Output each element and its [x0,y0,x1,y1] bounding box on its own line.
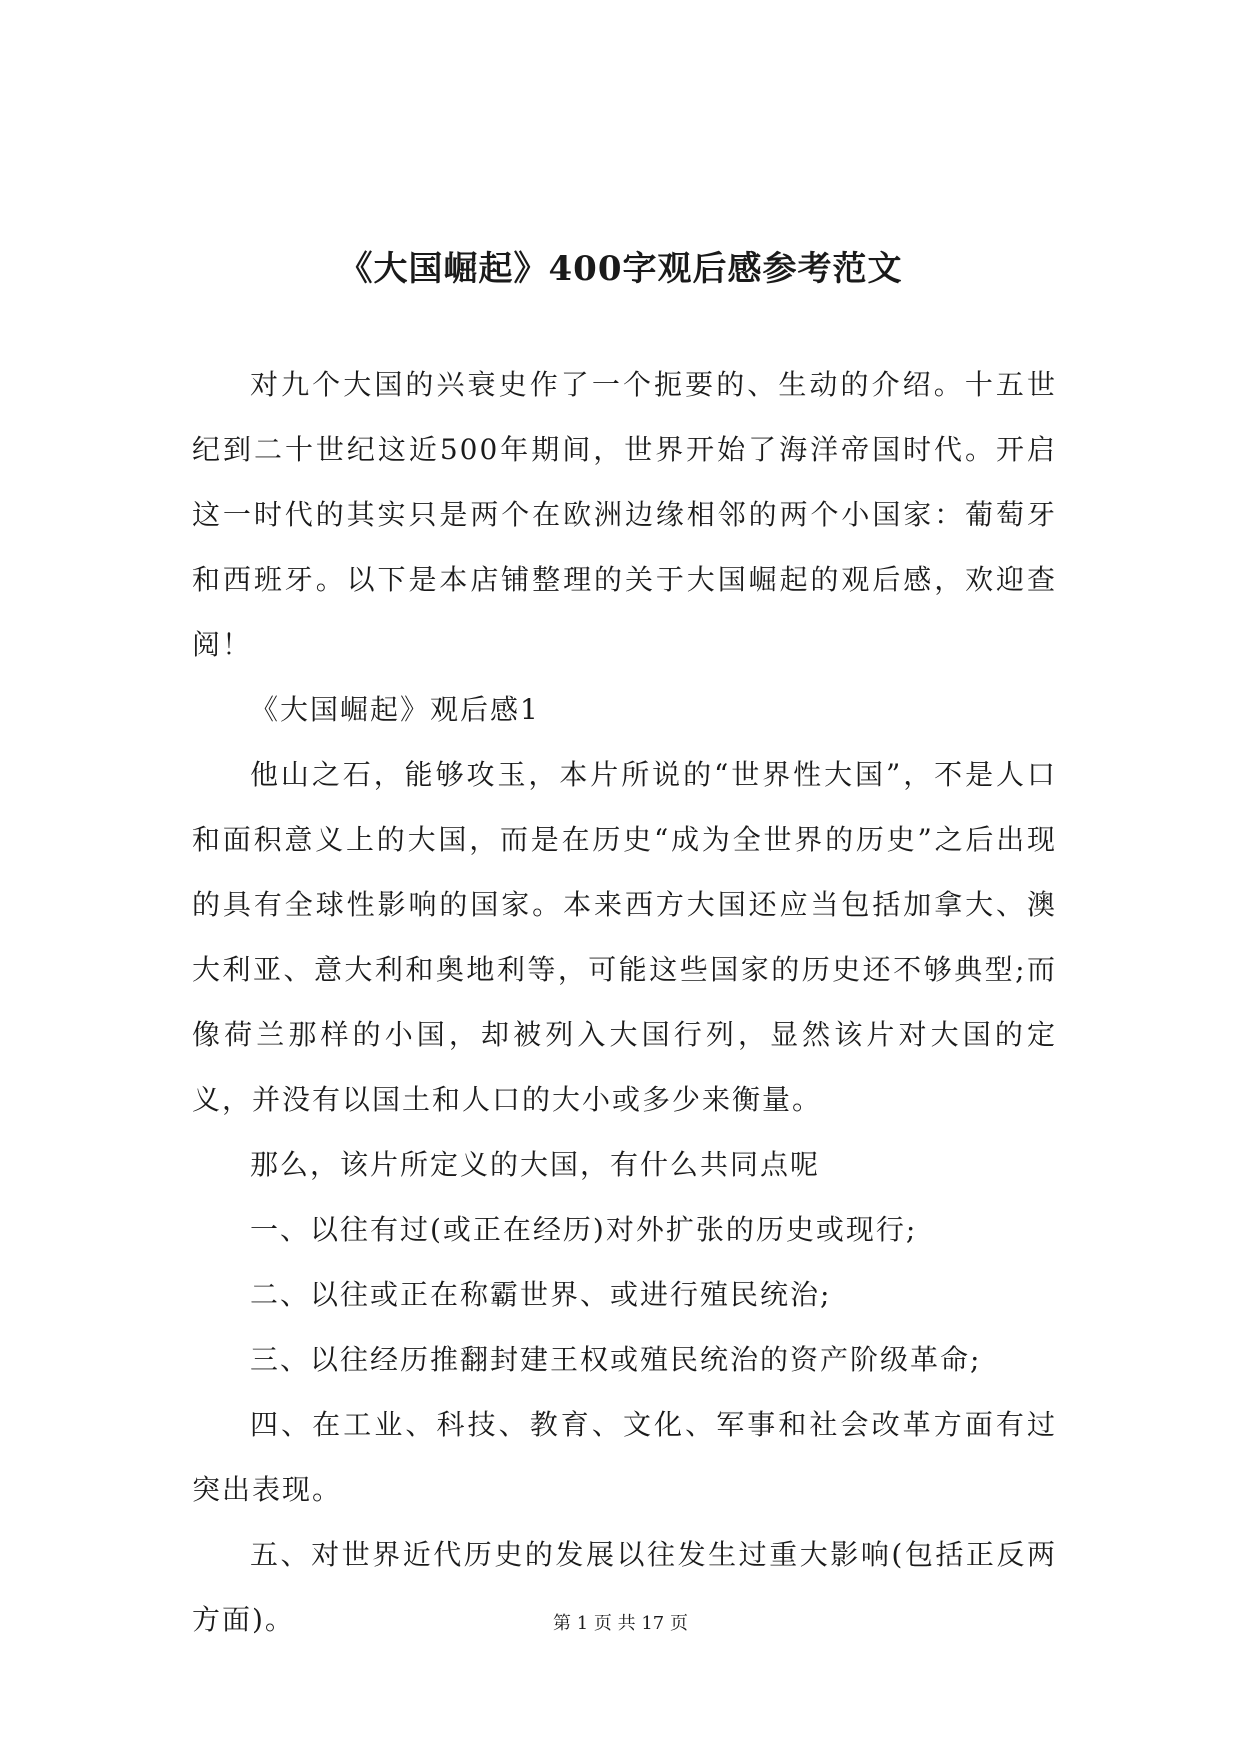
list-item: 四、在工业、科技、教育、文化、军事和社会改革方面有过突出表现。 [192,1408,1057,1506]
section-heading: 《大国崛起》观后感1 [250,693,540,726]
list-item: 三、以往经历推翻封建王权或殖民统治的资产阶级革命; [250,1343,982,1376]
list-item: 二、以往或正在称霸世界、或进行殖民统治; [250,1278,832,1311]
document-title: 《大国崛起》400字观后感参考范文 [338,248,903,289]
body-paragraph: 他山之石，能够攻玉，本片所说的“世界性大国”，不是人口和面积意义上的大国，而是在历史“成为全世界的历史”之后出现的具有全球性影响的国家。本来西方大国还应当包括加拿大、澳大利亚、意大利和奥地利等，可能这些国家的历史还不够典型;而像荷兰那样的小国，却被列入大国行列，显然该片对大国的定义，并没有以国土和人口的大小或多少来衡量。 [192,758,1057,1116]
document-body [192,352,1057,1652]
page-number-footer: 第 1 页 共 17 页 [553,1613,688,1634]
body-paragraph: 那么，该片所定义的大国，有什么共同点呢 [250,1148,821,1181]
intro-paragraph: 对九个大国的兴衰史作了一个扼要的、生动的介绍。十五世纪到二十世纪这近500年期间，世界开始了海洋帝国时代。开启这一时代的其实只是两个在欧洲边缘相邻的两个小国家：葡萄牙和西班牙。以下是本店铺整理的关于大国崛起的观后感，欢迎查阅！ [192,368,1057,661]
list-item: 五、对世界近代历史的发展以往发生过重大影响(包括正反两方面)。 [192,1538,1057,1636]
list-item: 一、以往有过(或正在经历)对外扩张的历史或现行; [250,1213,918,1246]
